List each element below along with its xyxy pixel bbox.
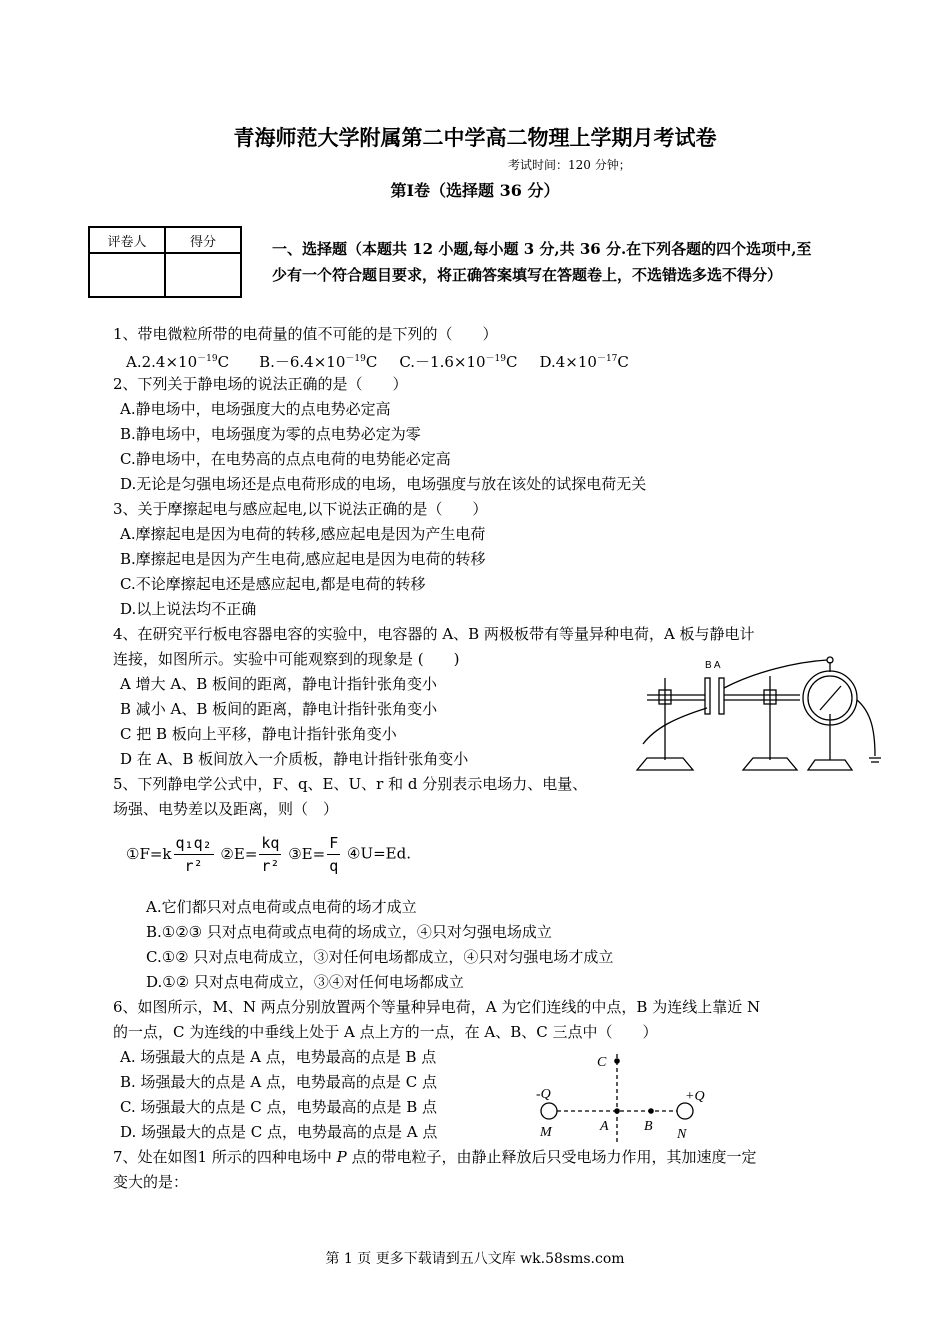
volume-heading: 第Ⅰ卷（选择题 36 分） xyxy=(390,181,560,200)
section-instructions xyxy=(272,236,862,288)
formula-uniform: ④U=Ed. xyxy=(347,844,411,863)
point-c-dot xyxy=(614,1058,620,1064)
q2-option-d: D.无论是匀强电场还是点电荷形成的电场，电场强度与放在该处的试探电荷无关 xyxy=(120,475,647,493)
q4-option-d: D 在 A、B 板间放入一介质板，静电计指针张角变小 xyxy=(120,750,469,768)
fig-plate-label: B A xyxy=(705,660,721,671)
q5-stem-1: 5、下列静电学公式中，F、q、E、U、r 和 d 分别表示电场力、电量、 xyxy=(113,775,588,793)
q4-option-b: B 减小 A、B 板间的距离，静电计指针张角变小 xyxy=(120,700,438,718)
q6-option-b: B. 场强最大的点是 A 点，电势最高的点是 C 点 xyxy=(120,1073,437,1091)
exam-time: 考试时间：120 分钟； xyxy=(508,158,631,172)
q4-stem-2: 连接，如图所示。实验中可能观察到的现象是 ( ) xyxy=(113,650,460,668)
label-a: A xyxy=(600,1119,609,1134)
charges-figure xyxy=(530,1046,720,1146)
q4-option-a: A 增大 A、B 板间的距离，静电计指针张角变小 xyxy=(120,675,437,693)
page-footer: 第 1 页 更多下载请到五八文库 wk.58sms.com xyxy=(325,1251,625,1267)
q5-option-c: C.①② 只对点电荷成立，③对任何电场都成立，④只对匀强电场才成立 xyxy=(146,948,614,966)
q6-stem-1: 6、如图所示，M、N 两点分别放置两个等量种异电荷，A 为它们连线的中点，B 为连线上靠近 N xyxy=(113,998,761,1016)
q1-stem: 1、带电微粒所带的电荷量的值不可能的是下列的（ ） xyxy=(113,325,498,343)
label-n: N xyxy=(677,1127,687,1142)
grade-table xyxy=(88,226,242,298)
score-header: 得分 xyxy=(165,227,241,253)
q5-option-a: A.它们都只对点电荷或点电荷的场才成立 xyxy=(146,898,417,916)
q2-stem: 2、下列关于静电场的说法正确的是（ ） xyxy=(113,375,408,393)
q7-stem-1: 7、处在如图1 所示的四种电场中 P 点的带电粒子，由静止释放后只受电场力作用，其加速度一定 xyxy=(113,1148,757,1166)
section-line-2: 少有一个符合题目要求，将正确答案填写在答题卷上，不选错选多选不得分） xyxy=(272,266,783,284)
q6-stem-2: 的一点，C 为连线的中垂线上处于 A 点上方的一点，在 A、B、C 三点中（ ） xyxy=(113,1023,658,1041)
q1-option-d: $D.4\times 10^{-17}C$ xyxy=(539,353,629,371)
label-neg-q: -Q xyxy=(536,1087,551,1102)
q5-formulas xyxy=(126,832,411,877)
label-c: C xyxy=(597,1055,607,1070)
q2-option-a: A.静电场中，电场强度大的点电势必定高 xyxy=(120,400,391,418)
q3-option-c: C.不论摩擦起电还是感应起电,都是电荷的转移 xyxy=(120,575,426,593)
q2-option-b: B.静电场中，电场强度为零的点电势必定为零 xyxy=(120,425,421,443)
q1-options xyxy=(126,347,629,375)
q5-stem-2: 场强、电势差以及距离，则（ ） xyxy=(113,800,339,818)
score-cell[interactable] xyxy=(165,253,241,297)
q6-option-a: A. 场强最大的点是 A 点，电势最高的点是 B 点 xyxy=(120,1048,437,1066)
q3-option-b: B.摩擦起电是因为产生电荷,感应起电是因为电荷的转移 xyxy=(120,550,486,568)
q2-option-c: C.静电场中，在电势高的点点电荷的电势能必定高 xyxy=(120,450,451,468)
q6-option-c: C. 场强最大的点是 C 点，电势最高的点是 B 点 xyxy=(120,1098,438,1116)
q1-option-a: $A.2.4\times 10^{-19}C$ xyxy=(126,353,230,371)
q6-option-d: D. 场强最大的点是 C 点，电势最高的点是 A 点 xyxy=(120,1123,438,1141)
q4-stem-1: 4、在研究平行板电容器电容的实验中，电容器的 A、B 两极板带有等量异种电荷，A 板与静电计 xyxy=(113,625,755,643)
point-a-dot xyxy=(614,1108,620,1114)
section-line-1: 一、选择题（本题共 12 小题,每小题 3 分,共 36 分.在下列各题的四个选项中,至 xyxy=(272,240,812,258)
q1-option-c: $C.-1.6\times 10^{-19}C$ xyxy=(399,353,518,371)
q5-option-b: B.①②③ 只对点电荷或点电荷的场成立，④只对匀强电场成立 xyxy=(146,923,552,941)
label-b: B xyxy=(644,1119,653,1134)
point-b-dot xyxy=(648,1108,654,1114)
q3-option-a: A.摩擦起电是因为电荷的转移,感应起电是因为产生电荷 xyxy=(120,525,486,543)
reviewer-cell[interactable] xyxy=(89,253,165,297)
q3-stem: 3、关于摩擦起电与感应起电,以下说法正确的是（ ） xyxy=(113,500,488,518)
capacitor-apparatus-figure xyxy=(615,648,885,776)
label-m: M xyxy=(540,1125,552,1140)
formula-coulomb: ①F=k $\frac{\text{q₁q₂}}{\text{r²}}$ xyxy=(126,834,212,875)
page-title: 青海师范大学附属第二中学高二物理上学期月考试卷 xyxy=(233,125,717,150)
formula-point-field: ②E= $\frac{kq}{\text{r²}}$ xyxy=(220,834,280,875)
q1-option-b: $B.-6.4\times 10^{-19}C$ xyxy=(259,353,378,371)
label-pos-q: +Q xyxy=(685,1089,705,1104)
q7-stem-2: 变大的是： xyxy=(113,1173,189,1191)
reviewer-header: 评卷人 xyxy=(89,227,165,253)
formula-field-def: ③E= $\frac{F}{q}$ xyxy=(288,834,339,875)
q4-option-c: C 把 B 板向上平移，静电计指针张角变小 xyxy=(120,725,397,743)
q3-option-d: D.以上说法均不正确 xyxy=(120,600,257,618)
q5-option-d: D.①② 只对点电荷成立，③④对任何电场都成立 xyxy=(146,973,464,991)
